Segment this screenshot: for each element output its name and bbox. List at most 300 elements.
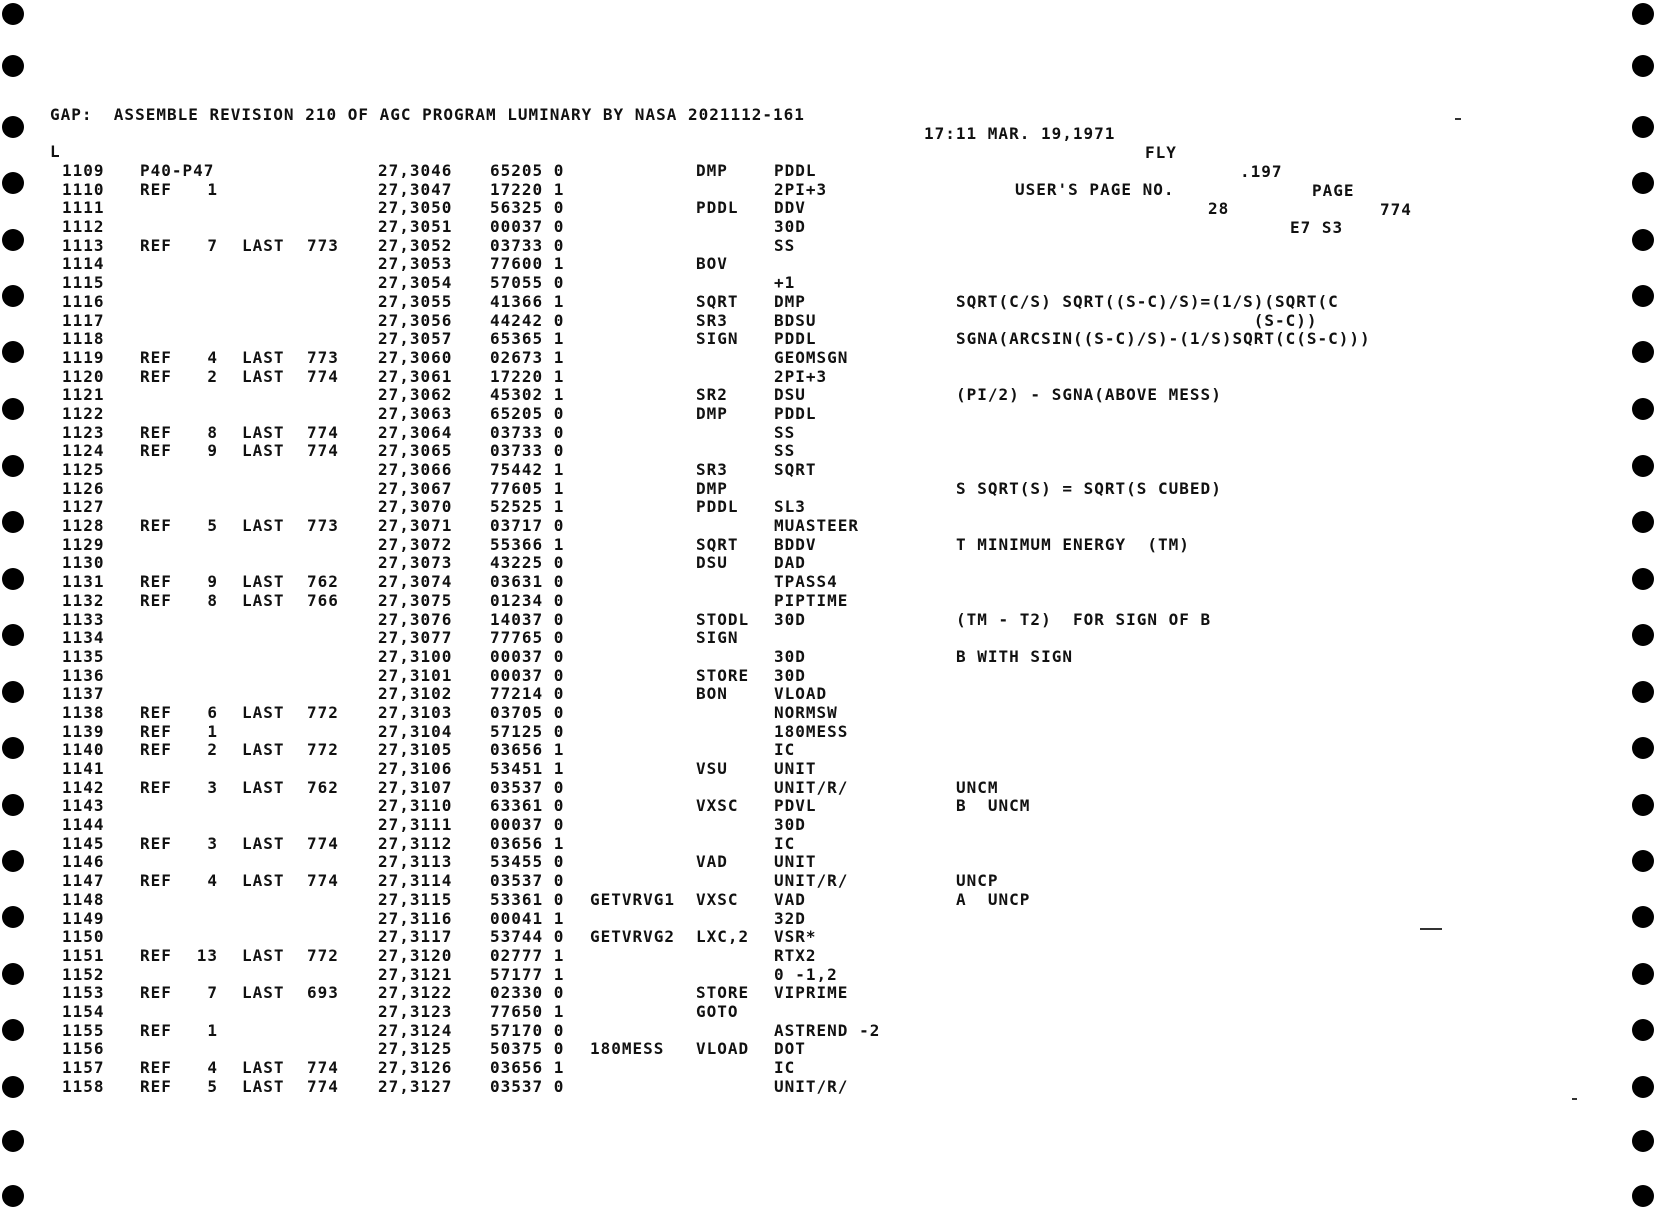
octal-word: 45302 1 bbox=[490, 385, 565, 405]
line-number: 1127 bbox=[62, 497, 105, 517]
ref-marker: REF bbox=[140, 441, 172, 461]
address: 27,3061 bbox=[378, 366, 453, 386]
ref-marker: REF bbox=[140, 945, 172, 965]
print-speck bbox=[1420, 928, 1442, 930]
listing-row bbox=[0, 667, 1660, 686]
operand: 30D bbox=[774, 646, 806, 666]
feed-hole bbox=[2, 1130, 24, 1152]
operand: GEOMSGN bbox=[774, 347, 849, 367]
opcode: SR2 bbox=[696, 385, 728, 405]
opcode: DSU bbox=[696, 553, 728, 573]
opcode: VAD bbox=[696, 852, 728, 872]
line-number: 1120 bbox=[62, 366, 105, 386]
listing-row bbox=[0, 274, 1660, 293]
operand: UNIT bbox=[774, 852, 817, 872]
header-timestamp: 17:11 MAR. 19,1971 bbox=[924, 124, 1116, 143]
address: 27,3066 bbox=[378, 460, 453, 479]
line-number: 1129 bbox=[62, 534, 105, 554]
line-number: 1134 bbox=[62, 628, 105, 648]
listing-row bbox=[0, 723, 1660, 742]
listing-row bbox=[0, 984, 1660, 1003]
listing-row bbox=[0, 480, 1660, 499]
address: 27,3100 bbox=[378, 646, 453, 666]
listing-row bbox=[0, 947, 1660, 966]
comment: (S-C)) bbox=[956, 310, 1318, 330]
operand: DAD bbox=[774, 553, 806, 573]
ref-count: 1 bbox=[207, 1020, 218, 1040]
address: 27,3121 bbox=[378, 964, 453, 984]
last-page: 774 bbox=[307, 366, 339, 386]
operand: MUASTEER bbox=[774, 516, 860, 536]
opcode: SQRT bbox=[696, 534, 739, 554]
line-number: 1137 bbox=[62, 684, 105, 704]
comment: (PI/2) - SGNA(ABOVE MESS) bbox=[956, 385, 1222, 405]
line-number: 1145 bbox=[62, 833, 105, 853]
operand: IC bbox=[774, 833, 796, 853]
operand: VLOAD bbox=[774, 684, 828, 704]
octal-word: 01234 0 bbox=[490, 590, 565, 610]
last-marker: LAST bbox=[242, 572, 285, 592]
address: 27,3067 bbox=[378, 478, 453, 498]
line-number: 1115 bbox=[62, 273, 105, 293]
address: 27,3051 bbox=[378, 217, 453, 237]
line-number: 1147 bbox=[62, 871, 105, 891]
feed-hole bbox=[1632, 1130, 1654, 1152]
ref-marker: REF bbox=[140, 983, 172, 1003]
operand: PDDL bbox=[774, 329, 817, 349]
listing-row bbox=[0, 573, 1660, 592]
line-number: 1125 bbox=[62, 460, 105, 479]
ref-marker: REF bbox=[140, 1076, 172, 1096]
address: 27,3062 bbox=[378, 385, 453, 405]
octal-word: 53744 0 bbox=[490, 927, 565, 947]
address: 27,3071 bbox=[378, 516, 453, 536]
ref-count: 3 bbox=[207, 833, 218, 853]
address: 27,3102 bbox=[378, 684, 453, 704]
opcode: DMP bbox=[696, 161, 728, 180]
opcode: BOV bbox=[696, 254, 728, 274]
label: GETVRVG1 bbox=[590, 889, 676, 909]
ref-count: 13 bbox=[196, 945, 218, 965]
line-number: 1158 bbox=[62, 1076, 105, 1096]
line-number: 1130 bbox=[62, 553, 105, 573]
listing-row bbox=[0, 872, 1660, 891]
operand: NORMSW bbox=[774, 702, 838, 722]
operand: VSR* bbox=[774, 927, 817, 947]
line-number: 1135 bbox=[62, 646, 105, 666]
line-number: 1136 bbox=[62, 665, 105, 685]
octal-word: 02330 0 bbox=[490, 983, 565, 1003]
operand: DDV bbox=[774, 198, 806, 218]
last-page: 774 bbox=[307, 871, 339, 891]
listing-row bbox=[0, 424, 1660, 443]
address: 27,3055 bbox=[378, 291, 453, 311]
address: 27,3104 bbox=[378, 721, 453, 741]
address: 27,3113 bbox=[378, 852, 453, 872]
listing-row bbox=[0, 835, 1660, 854]
ref-count: 5 bbox=[207, 1076, 218, 1096]
comment: B UNCM bbox=[956, 796, 1031, 816]
listing-row bbox=[0, 816, 1660, 835]
operand: SS bbox=[774, 235, 796, 255]
octal-word: 75442 1 bbox=[490, 460, 565, 479]
section-name: P40-P47 bbox=[140, 161, 215, 180]
octal-word: 53455 0 bbox=[490, 852, 565, 872]
octal-word: 03537 0 bbox=[490, 1076, 565, 1096]
address: 27,3074 bbox=[378, 572, 453, 592]
last-page: 774 bbox=[307, 422, 339, 442]
operand: PDDL bbox=[774, 161, 817, 180]
listing-row bbox=[0, 592, 1660, 611]
opcode: VXSC bbox=[696, 889, 739, 909]
comment: SQRT(C/S) SQRT((S-C)/S)=(1/S)(SQRT(C bbox=[956, 291, 1339, 311]
ref-marker: REF bbox=[140, 777, 172, 797]
octal-word: 77765 0 bbox=[490, 628, 565, 648]
listing-row bbox=[0, 461, 1660, 480]
octal-word: 65205 0 bbox=[490, 403, 565, 423]
address: 27,3126 bbox=[378, 1058, 453, 1077]
operand: +1 bbox=[774, 273, 796, 293]
operand: RTX2 bbox=[774, 945, 817, 965]
octal-word: 03733 0 bbox=[490, 235, 565, 255]
ref-marker: REF bbox=[140, 740, 172, 760]
octal-word: 03733 0 bbox=[490, 441, 565, 461]
listing-row bbox=[0, 255, 1660, 274]
octal-word: 77650 1 bbox=[490, 1001, 565, 1021]
line-number: 1121 bbox=[62, 385, 105, 405]
operand: PDDL bbox=[774, 403, 817, 423]
last-page: 693 bbox=[307, 983, 339, 1003]
feed-hole bbox=[2, 1185, 24, 1207]
listing-row bbox=[0, 1040, 1660, 1059]
line-number: 1122 bbox=[62, 403, 105, 423]
opcode: STORE bbox=[696, 983, 750, 1003]
line-number: 1157 bbox=[62, 1058, 105, 1077]
listing-row bbox=[0, 293, 1660, 312]
ref-count: 2 bbox=[207, 366, 218, 386]
address: 27,3077 bbox=[378, 628, 453, 648]
ref-count: 1 bbox=[207, 179, 218, 199]
opcode: DMP bbox=[696, 403, 728, 423]
operand: 2PI+3 bbox=[774, 179, 828, 199]
last-page: 772 bbox=[307, 945, 339, 965]
opcode: PDDL bbox=[696, 198, 739, 218]
listing-row bbox=[0, 181, 1660, 200]
ref-marker: REF bbox=[140, 1020, 172, 1040]
ref-count: 8 bbox=[207, 422, 218, 442]
operand: 32D bbox=[774, 908, 806, 928]
listing-row bbox=[0, 629, 1660, 648]
operand: PDVL bbox=[774, 796, 817, 816]
address: 27,3064 bbox=[378, 422, 453, 442]
octal-word: 00037 0 bbox=[490, 815, 565, 835]
operand: SQRT bbox=[774, 460, 817, 479]
listing-row bbox=[0, 312, 1660, 331]
address: 27,3070 bbox=[378, 497, 453, 517]
line-number: 1128 bbox=[62, 516, 105, 536]
line-number: 1116 bbox=[62, 291, 105, 311]
listing-row bbox=[0, 536, 1660, 555]
octal-word: 14037 0 bbox=[490, 609, 565, 629]
listing-row bbox=[0, 162, 1660, 181]
ref-count: 9 bbox=[207, 441, 218, 461]
last-page: 774 bbox=[307, 1076, 339, 1096]
ref-marker: REF bbox=[140, 1058, 172, 1077]
operand: BDDV bbox=[774, 534, 817, 554]
ref-count: 4 bbox=[207, 871, 218, 891]
last-marker: LAST bbox=[242, 983, 285, 1003]
address: 27,3072 bbox=[378, 534, 453, 554]
opcode: LXC,2 bbox=[696, 927, 750, 947]
last-marker: LAST bbox=[242, 945, 285, 965]
listing-row bbox=[0, 685, 1660, 704]
operand: SS bbox=[774, 441, 796, 461]
line-number: 1152 bbox=[62, 964, 105, 984]
operand: IC bbox=[774, 1058, 796, 1077]
last-marker: LAST bbox=[242, 833, 285, 853]
comment: S SQRT(S) = SQRT(S CUBED) bbox=[956, 478, 1222, 498]
address: 27,3112 bbox=[378, 833, 453, 853]
octal-word: 50375 0 bbox=[490, 1039, 565, 1059]
octal-word: 43225 0 bbox=[490, 553, 565, 573]
operand: UNIT bbox=[774, 759, 817, 778]
listing-row bbox=[0, 779, 1660, 798]
line-number: 1112 bbox=[62, 217, 105, 237]
feed-hole bbox=[1632, 1185, 1654, 1207]
listing-row bbox=[0, 760, 1660, 779]
line-number: 1143 bbox=[62, 796, 105, 816]
last-page: 762 bbox=[307, 572, 339, 592]
last-marker: LAST bbox=[242, 366, 285, 386]
octal-word: 44242 0 bbox=[490, 310, 565, 330]
address: 27,3052 bbox=[378, 235, 453, 255]
address: 27,3047 bbox=[378, 179, 453, 199]
address: 27,3076 bbox=[378, 609, 453, 629]
octal-word: 65365 1 bbox=[490, 329, 565, 349]
last-marker: LAST bbox=[242, 740, 285, 760]
octal-word: 03656 1 bbox=[490, 833, 565, 853]
octal-word: 77605 1 bbox=[490, 478, 565, 498]
address: 27,3060 bbox=[378, 347, 453, 367]
operand: 180MESS bbox=[774, 721, 849, 741]
octal-word: 00037 0 bbox=[490, 217, 565, 237]
address: 27,3054 bbox=[378, 273, 453, 293]
octal-word: 17220 1 bbox=[490, 366, 565, 386]
octal-word: 63361 0 bbox=[490, 796, 565, 816]
octal-word: 03717 0 bbox=[490, 516, 565, 536]
octal-word: 53361 0 bbox=[490, 889, 565, 909]
operand: 30D bbox=[774, 609, 806, 629]
address: 27,3073 bbox=[378, 553, 453, 573]
listing-row bbox=[0, 704, 1660, 723]
address: 27,3123 bbox=[378, 1001, 453, 1021]
operand: PIPTIME bbox=[774, 590, 849, 610]
ref-marker: REF bbox=[140, 516, 172, 536]
octal-word: 52525 1 bbox=[490, 497, 565, 517]
listing-row bbox=[0, 554, 1660, 573]
listing-code: E7 S3 bbox=[1290, 218, 1344, 237]
opcode: PDDL bbox=[696, 497, 739, 517]
line-number: 1131 bbox=[62, 572, 105, 592]
address: 27,3046 bbox=[378, 161, 453, 180]
listing-row bbox=[0, 648, 1660, 667]
ref-count: 7 bbox=[207, 235, 218, 255]
listing-row bbox=[0, 498, 1660, 517]
line-number: 1140 bbox=[62, 740, 105, 760]
line-number: 1153 bbox=[62, 983, 105, 1003]
assembly-listing bbox=[0, 162, 1660, 1096]
last-page: 772 bbox=[307, 702, 339, 722]
octal-word: 00037 0 bbox=[490, 665, 565, 685]
opcode: SR3 bbox=[696, 460, 728, 479]
opcode: VLOAD bbox=[696, 1039, 750, 1059]
last-page: 773 bbox=[307, 516, 339, 536]
octal-word: 57125 0 bbox=[490, 721, 565, 741]
listing-row bbox=[0, 853, 1660, 872]
last-marker: LAST bbox=[242, 1076, 285, 1096]
octal-word: 77600 1 bbox=[490, 254, 565, 274]
line-number: 1119 bbox=[62, 347, 105, 367]
last-page: 774 bbox=[307, 833, 339, 853]
address: 27,3110 bbox=[378, 796, 453, 816]
feed-hole bbox=[1632, 55, 1654, 77]
users-page-number: 28 bbox=[1208, 199, 1230, 218]
listing-row bbox=[0, 891, 1660, 910]
address: 27,3122 bbox=[378, 983, 453, 1003]
operand: TPASS4 bbox=[774, 572, 838, 592]
ref-count: 6 bbox=[207, 702, 218, 722]
ref-count: 3 bbox=[207, 777, 218, 797]
listing-row bbox=[0, 1003, 1660, 1022]
opcode: DMP bbox=[696, 478, 728, 498]
header-page-number: 774 bbox=[1380, 200, 1412, 219]
header-page-label: PAGE bbox=[1312, 181, 1355, 200]
octal-word: 41366 1 bbox=[490, 291, 565, 311]
ref-count: 5 bbox=[207, 516, 218, 536]
listing-row bbox=[0, 1059, 1660, 1078]
octal-word: 00037 0 bbox=[490, 646, 565, 666]
listing-row bbox=[0, 611, 1660, 630]
operand: 30D bbox=[774, 217, 806, 237]
operand: VAD bbox=[774, 889, 806, 909]
octal-word: 00041 1 bbox=[490, 908, 565, 928]
address: 27,3106 bbox=[378, 759, 453, 778]
address: 27,3063 bbox=[378, 403, 453, 423]
line-number: 1117 bbox=[62, 310, 105, 330]
octal-word: 02673 1 bbox=[490, 347, 565, 367]
operand: UNIT/R/ bbox=[774, 777, 849, 797]
ref-marker: REF bbox=[140, 871, 172, 891]
line-number: 1144 bbox=[62, 815, 105, 835]
header-fly: FLY bbox=[1145, 143, 1177, 162]
address: 27,3117 bbox=[378, 927, 453, 947]
opcode: BON bbox=[696, 684, 728, 704]
line-number: 1132 bbox=[62, 590, 105, 610]
line-number: 1123 bbox=[62, 422, 105, 442]
ref-count: 7 bbox=[207, 983, 218, 1003]
octal-word: 03537 0 bbox=[490, 871, 565, 891]
octal-word: 03733 0 bbox=[490, 422, 565, 442]
address: 27,3111 bbox=[378, 815, 453, 835]
address: 27,3115 bbox=[378, 889, 453, 909]
octal-word: 57170 0 bbox=[490, 1020, 565, 1040]
opcode: VSU bbox=[696, 759, 728, 778]
ref-marker: REF bbox=[140, 590, 172, 610]
line-number: 1149 bbox=[62, 908, 105, 928]
listing-row bbox=[0, 442, 1660, 461]
operand: 2PI+3 bbox=[774, 366, 828, 386]
label: GETVRVG2 bbox=[590, 927, 676, 947]
operand: DMP bbox=[774, 291, 806, 311]
address: 27,3050 bbox=[378, 198, 453, 218]
last-marker: LAST bbox=[242, 516, 285, 536]
address: 27,3101 bbox=[378, 665, 453, 685]
line-number: 1148 bbox=[62, 889, 105, 909]
section-letter: L bbox=[50, 142, 61, 161]
address: 27,3114 bbox=[378, 871, 453, 891]
listing-row bbox=[0, 517, 1660, 536]
operand: DSU bbox=[774, 385, 806, 405]
address: 27,3057 bbox=[378, 329, 453, 349]
line-number: 1109 bbox=[62, 161, 105, 180]
listing-row bbox=[0, 330, 1660, 349]
operand: SS bbox=[774, 422, 796, 442]
opcode: STODL bbox=[696, 609, 750, 629]
octal-word: 03656 1 bbox=[490, 1058, 565, 1077]
address: 27,3103 bbox=[378, 702, 453, 722]
line-number: 1156 bbox=[62, 1039, 105, 1059]
operand: UNIT/R/ bbox=[774, 871, 849, 891]
feed-hole bbox=[1632, 116, 1654, 138]
octal-word: 56325 0 bbox=[490, 198, 565, 218]
comment: UNCM bbox=[956, 777, 999, 797]
print-speck bbox=[1572, 1098, 1577, 1100]
address: 27,3065 bbox=[378, 441, 453, 461]
octal-word: 03631 0 bbox=[490, 572, 565, 592]
line-number: 1138 bbox=[62, 702, 105, 722]
address: 27,3056 bbox=[378, 310, 453, 330]
ref-count: 9 bbox=[207, 572, 218, 592]
operand: VIPRIME bbox=[774, 983, 849, 1003]
line-number: 1111 bbox=[62, 198, 105, 218]
comment: UNCP bbox=[956, 871, 999, 891]
operand: ASTREND -2 bbox=[774, 1020, 881, 1040]
ref-marker: REF bbox=[140, 347, 172, 367]
listing-row bbox=[0, 1022, 1660, 1041]
octal-word: 03705 0 bbox=[490, 702, 565, 722]
address: 27,3075 bbox=[378, 590, 453, 610]
ref-count: 1 bbox=[207, 721, 218, 741]
line-number: 1139 bbox=[62, 721, 105, 741]
feed-hole bbox=[2, 3, 24, 25]
octal-word: 17220 1 bbox=[490, 179, 565, 199]
octal-word: 77214 0 bbox=[490, 684, 565, 704]
octal-word: 03656 1 bbox=[490, 740, 565, 760]
ref-marker: REF bbox=[140, 833, 172, 853]
operand: 30D bbox=[774, 815, 806, 835]
line-number: 1126 bbox=[62, 478, 105, 498]
line-number: 1154 bbox=[62, 1001, 105, 1021]
operand: SL3 bbox=[774, 497, 806, 517]
operand: 30D bbox=[774, 665, 806, 685]
operand: BDSU bbox=[774, 310, 817, 330]
ref-count: 8 bbox=[207, 590, 218, 610]
address: 27,3107 bbox=[378, 777, 453, 797]
opcode: SR3 bbox=[696, 310, 728, 330]
address: 27,3116 bbox=[378, 908, 453, 928]
listing-row bbox=[0, 910, 1660, 929]
last-page: 762 bbox=[307, 777, 339, 797]
